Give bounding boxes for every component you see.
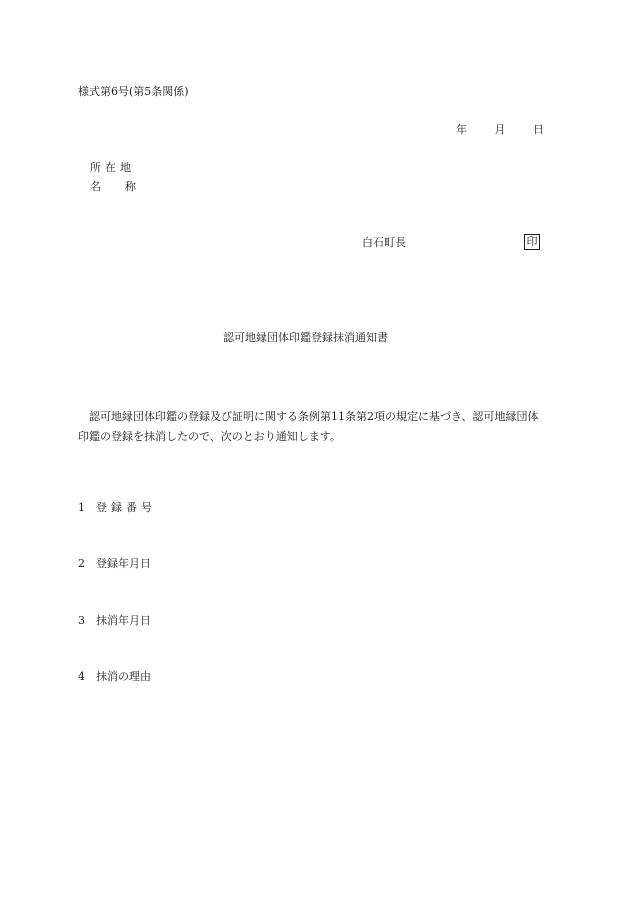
list-item [78, 671, 151, 682]
date-day-label: 日 [533, 123, 544, 136]
document-title: 認可地縁団体印鑑登録抹消通知書 [223, 331, 388, 344]
sender-title: 白石町長 [362, 236, 406, 249]
list-item [78, 558, 151, 569]
date-year-label: 年 [456, 123, 467, 136]
seal-mark: 印 [524, 234, 540, 250]
item-label: 抹消の理由 [96, 670, 151, 683]
list-item [78, 615, 151, 626]
address-label: 所在地 [90, 161, 135, 174]
item-label: 登録番号 [96, 501, 156, 514]
item-number: 4 [78, 670, 85, 683]
body-paragraph: 認可地縁団体印鑑の登録及び証明に関する条例第11条第2項の規定に基づき、認可地縁団体印鑑の登録を抹消したので、次のとおり通知します。 [78, 410, 539, 443]
item-number: 3 [78, 614, 85, 627]
item-label: 登録年月日 [96, 557, 151, 570]
name-label [90, 181, 136, 192]
date-month-label: 月 [494, 123, 506, 136]
form-number: 様式第6号(第5条関係) [78, 85, 189, 98]
item-number: 2 [78, 557, 85, 570]
name-label-first: 名 [90, 180, 101, 193]
list-item [78, 502, 156, 513]
item-number: 1 [78, 501, 85, 514]
date-line [456, 124, 544, 135]
item-label: 抹消年月日 [96, 614, 151, 627]
name-label-second: 称 [125, 180, 136, 193]
